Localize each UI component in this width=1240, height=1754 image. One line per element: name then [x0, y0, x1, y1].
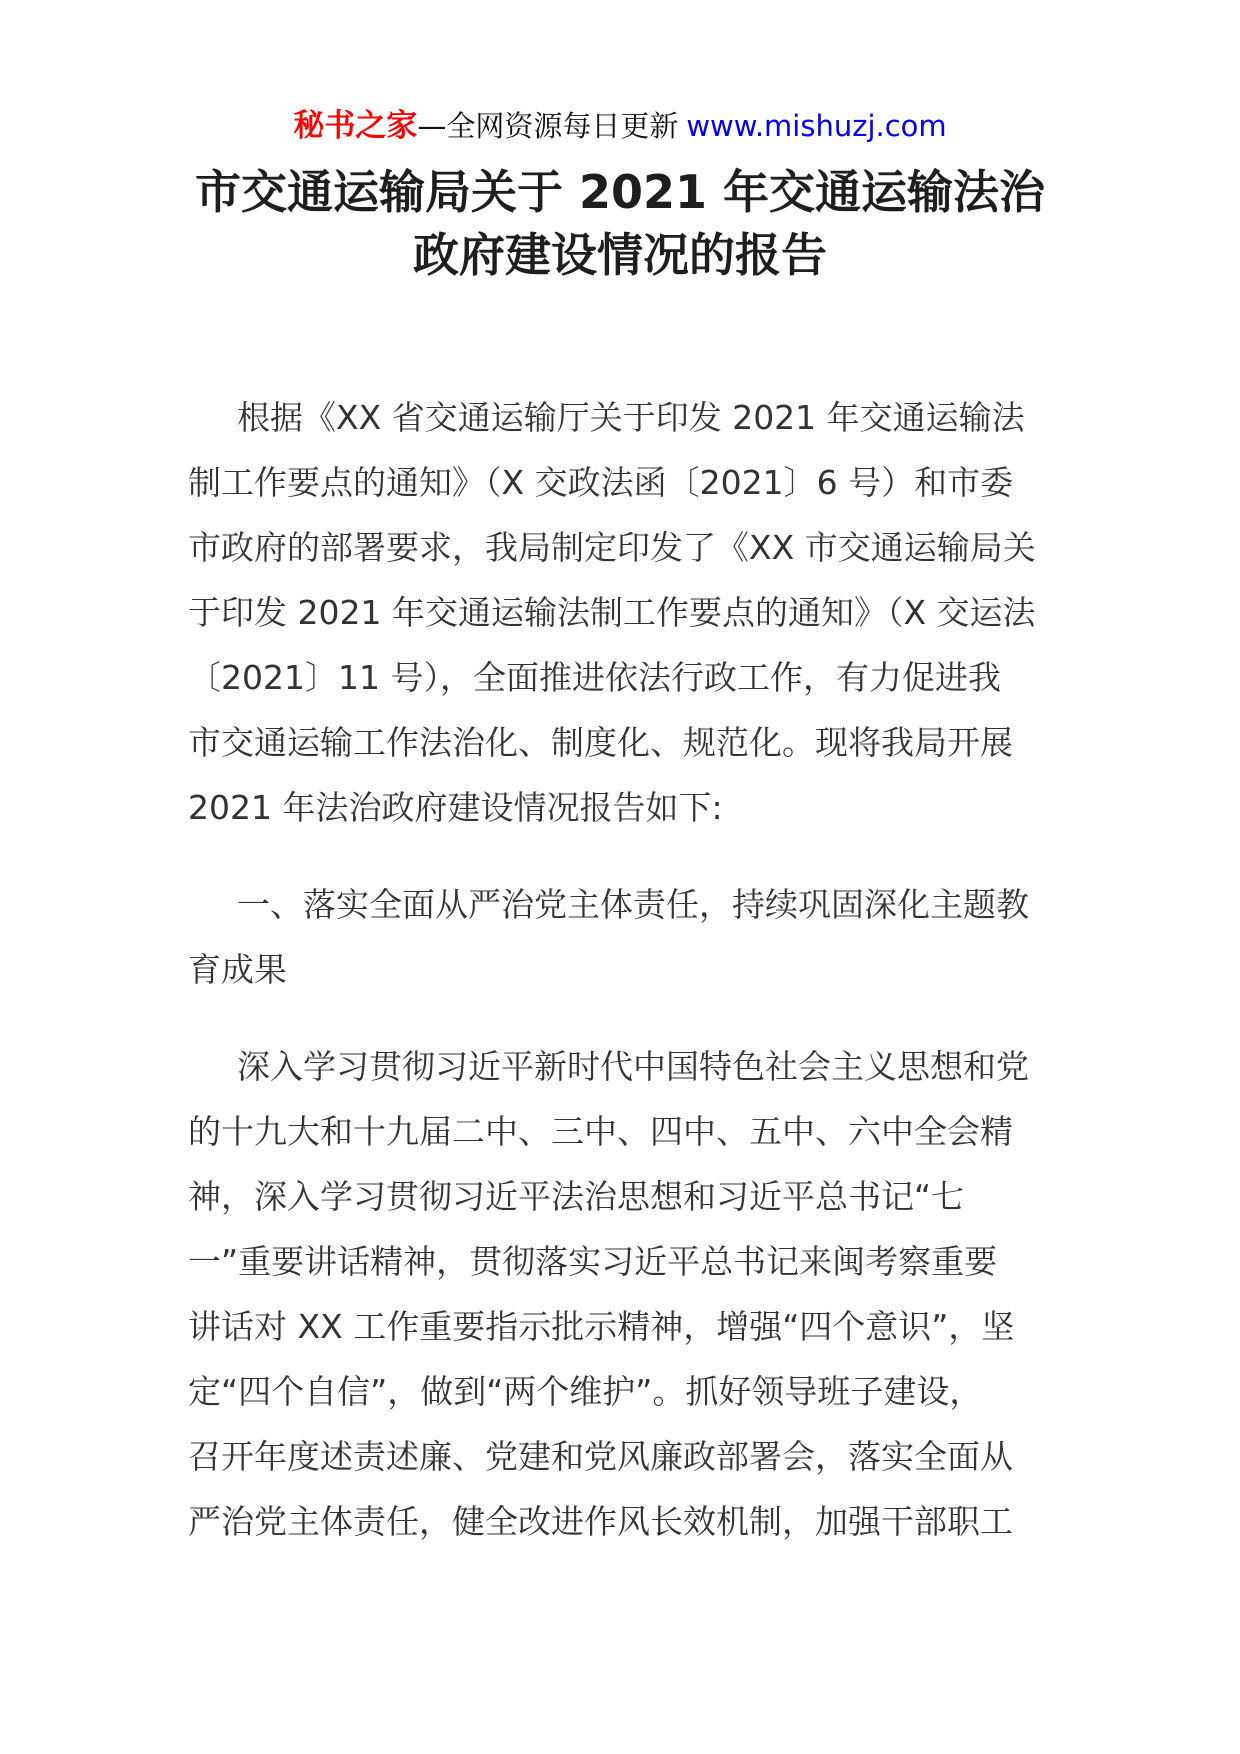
- paragraph-line: 的十九大和十九届二中、三中、四中、五中、六中全会精: [188, 1112, 1013, 1151]
- title-line: 政府建设情况的报告: [413, 228, 827, 282]
- title-line: 市交通运输局关于 2021 年交通运输法治: [194, 165, 1046, 219]
- document-title: [0, 161, 1240, 287]
- document-body: [188, 385, 1068, 1586]
- body-paragraph: [188, 1034, 1068, 1554]
- paragraph-line: 神，深入学习贯彻习近平法治思想和习近平总书记“七: [188, 1177, 965, 1216]
- paragraph-line: 深入学习贯彻习近平新时代中国特色社会主义思想和党: [237, 1047, 1029, 1086]
- paragraph-line: 于印发 2021 年交通运输法制工作要点的通知》（X 交运法: [188, 593, 1036, 632]
- paragraph-line: 一”重要讲话精神，贯彻落实习近平总书记来闽考察重要: [188, 1242, 998, 1281]
- paragraph-line: 2021 年法治政府建设情况报告如下:: [188, 788, 723, 827]
- site-header: [0, 106, 1240, 146]
- paragraph-line: 严治党主体责任，健全改进作风长效机制，加强干部职工: [188, 1502, 1013, 1541]
- body-paragraph: [188, 385, 1068, 840]
- paragraph-line: 〔2021〕11 号），全面推进依法行政工作，有力促进我: [188, 658, 1001, 697]
- heading-line: 育成果: [188, 950, 287, 989]
- paragraph-line: 市政府的部署要求，我局制定印发了《XX 市交通运输局关: [188, 528, 1036, 567]
- paragraph-line: 制工作要点的通知》（X 交政法函〔2021〕6 号）和市委: [188, 463, 1014, 502]
- paragraph-line: 讲话对 XX 工作重要指示批示精神，增强“四个意识”，坚: [188, 1307, 1015, 1346]
- paragraph-line: 定“四个自信”，做到“两个维护”。抓好领导班子建设，: [188, 1372, 983, 1411]
- paragraph-line: 市交通运输工作法治化、制度化、规范化。现将我局开展: [188, 723, 1013, 762]
- site-tagline: —全网资源每日更新: [417, 109, 679, 143]
- site-url: www.mishuzj.com: [686, 109, 947, 143]
- site-brand: 秘书之家: [293, 108, 418, 144]
- heading-line: 一、落实全面从严治党主体责任，持续巩固深化主题教: [237, 885, 1029, 924]
- paragraph-line: 召开年度述责述廉、党建和党风廉政部署会，落实全面从: [188, 1437, 1013, 1476]
- section-heading: [188, 872, 1068, 1002]
- paragraph-line: 根据《XX 省交通运输厅关于印发 2021 年交通运输法: [237, 398, 1025, 437]
